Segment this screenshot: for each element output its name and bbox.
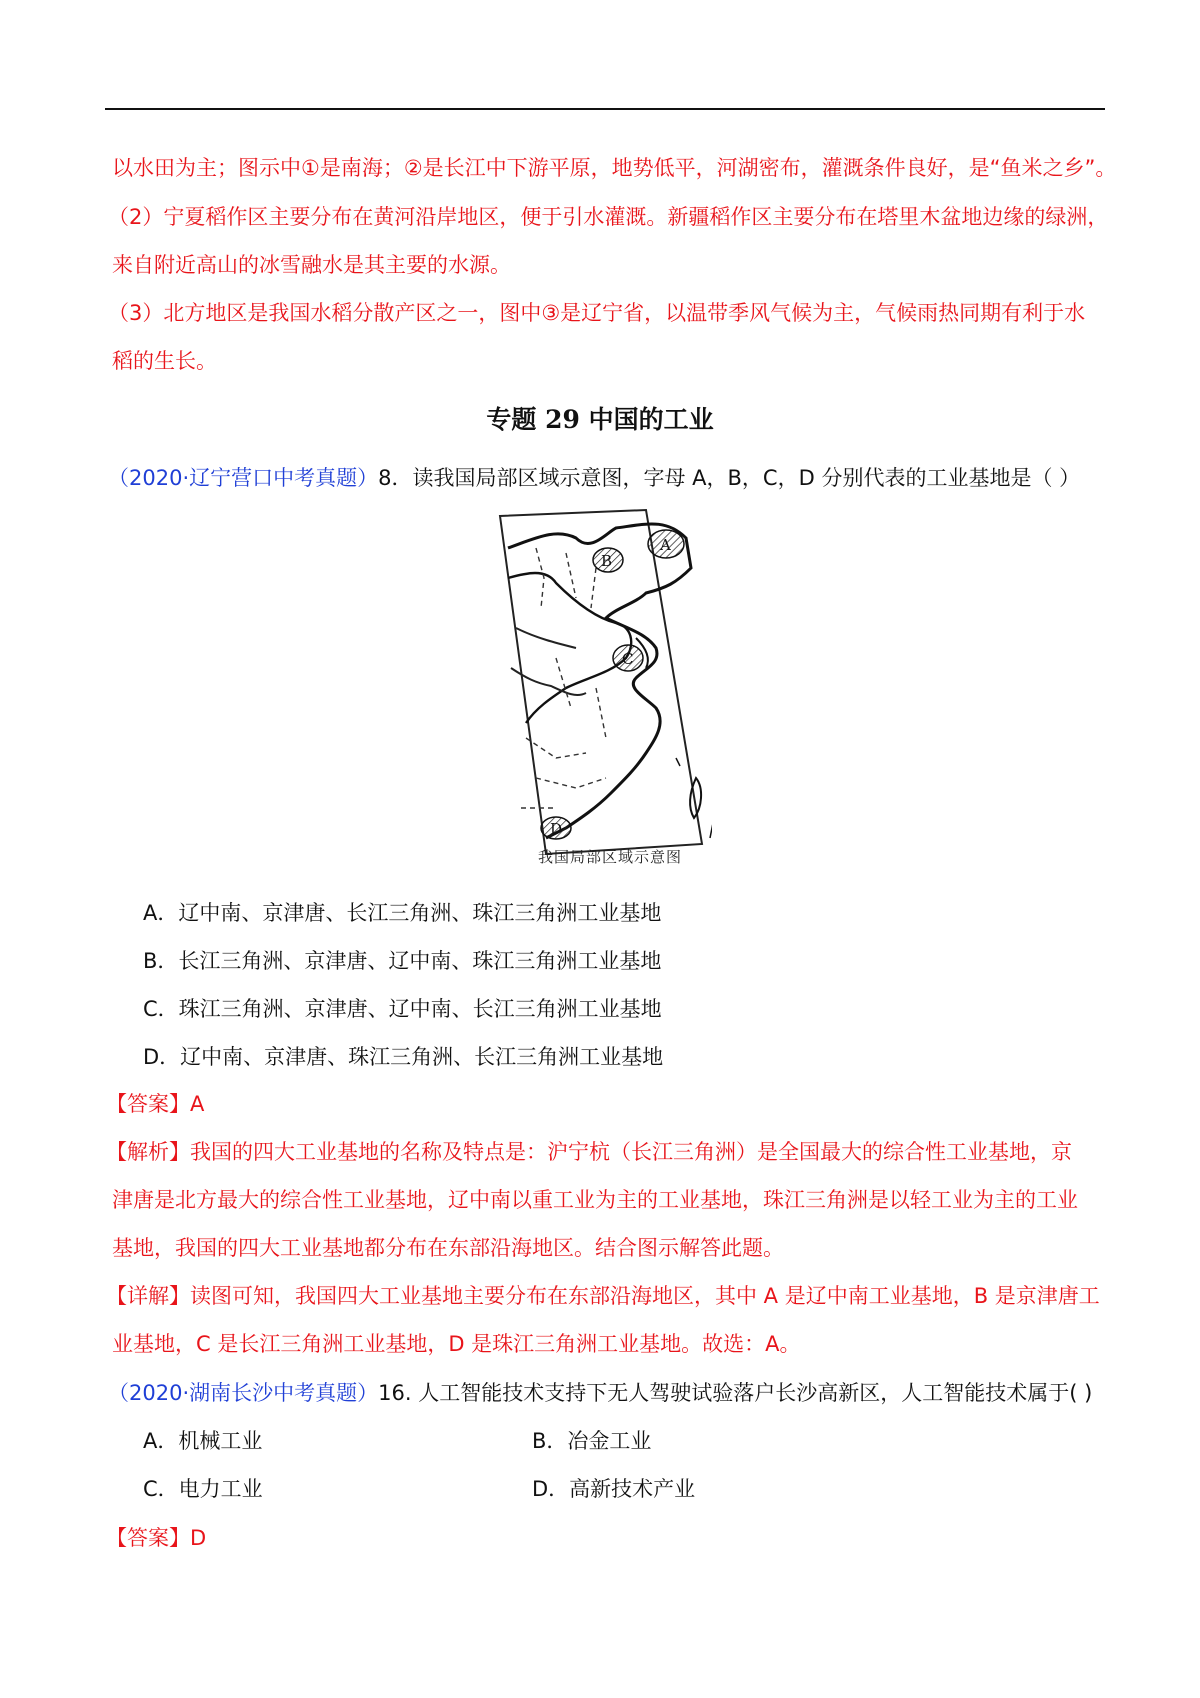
option-b[interactable]: B．长江三角洲、京津唐、辽中南、珠江三角洲工业基地: [143, 949, 662, 973]
answer-value: D: [190, 1526, 207, 1550]
answer-continuation-line: 来自附近高山的冰雪融水是其主要的水源。: [112, 253, 511, 277]
answer-line: [106, 1523, 206, 1553]
detail-line: 业基地，C 是长江三角洲工业基地，D 是珠江三角洲工业基地。故选：A。: [112, 1332, 801, 1356]
option-b[interactable]: B．冶金工业: [532, 1429, 652, 1453]
question-8-line: [108, 463, 1080, 493]
answer-line: [106, 1089, 204, 1119]
map-label-b: B: [601, 552, 613, 570]
analysis-line: 基地，我国的四大工业基地都分布在东部沿海地区。结合图示解答此题。: [112, 1236, 784, 1260]
header-rule: [105, 108, 1105, 110]
option-c[interactable]: C．珠江三角洲、京津唐、辽中南、长江三角洲工业基地: [143, 997, 662, 1021]
analysis-line: 【解析】我国的四大工业基地的名称及特点是：沪宁杭（长江三角洲）是全国最大的综合性工业基地，京: [106, 1140, 1072, 1164]
map-label-c: C: [622, 650, 634, 668]
answer-label: 【答案】: [106, 1526, 190, 1550]
answer-continuation-line: 以水田为主；图示中①是南海；②是长江中下游平原，地势低平，河湖密布，灌溉条件良好，是“鱼米之乡”。: [112, 156, 1117, 180]
map-label-a: A: [660, 536, 671, 554]
answer-label: 【答案】: [106, 1092, 190, 1116]
question-16-line: [108, 1378, 1092, 1408]
answer-value: A: [190, 1092, 205, 1116]
answer-continuation-line: （3）北方地区是我国水稻分散产区之一，图中③是辽宁省，以温带季风气候为主，气候雨热同期有利于水: [108, 301, 1086, 325]
option-d[interactable]: D．高新技术产业: [532, 1477, 696, 1501]
question-source: （2020·辽宁营口中考真题）: [108, 466, 379, 490]
question-source: （2020·湖南长沙中考真题）: [108, 1381, 379, 1405]
question-stem: 8．读我国局部区域示意图，字母 A，B，C，D 分别代表的工业基地是（ ）: [378, 466, 1081, 490]
answer-continuation-line: 稻的生长。: [112, 349, 217, 373]
regional-map-figure: [496, 508, 712, 870]
question-stem: 16. 人工智能技术支持下无人驾驶试验落户长沙高新区，人工智能技术属于( ): [378, 1381, 1093, 1405]
map-caption: 我国局部区域示意图: [538, 848, 683, 866]
option-d[interactable]: D．辽中南、京津唐、珠江三角洲、长江三角洲工业基地: [143, 1045, 664, 1069]
china-east-map: [496, 508, 712, 870]
option-a[interactable]: A．机械工业: [143, 1429, 263, 1453]
section-title: 专题 29 中国的工业: [486, 405, 714, 434]
map-label-d: D: [550, 820, 563, 838]
option-a[interactable]: A．辽中南、京津唐、长江三角洲、珠江三角洲工业基地: [143, 901, 662, 925]
analysis-line: 津唐是北方最大的综合性工业基地，辽中南以重工业为主的工业基地，珠江三角洲是以轻工业为主的工业: [112, 1188, 1078, 1212]
answer-continuation-line: （2）宁夏稻作区主要分布在黄河沿岸地区，便于引水灌溉。新疆稻作区主要分布在塔里木盆地边缘的绿洲，: [108, 205, 1109, 229]
detail-line: 【详解】读图可知，我国四大工业基地主要分布在东部沿海地区，其中 A 是辽中南工业基地，B 是京津唐工: [106, 1284, 1100, 1308]
option-c[interactable]: C．电力工业: [143, 1477, 263, 1501]
